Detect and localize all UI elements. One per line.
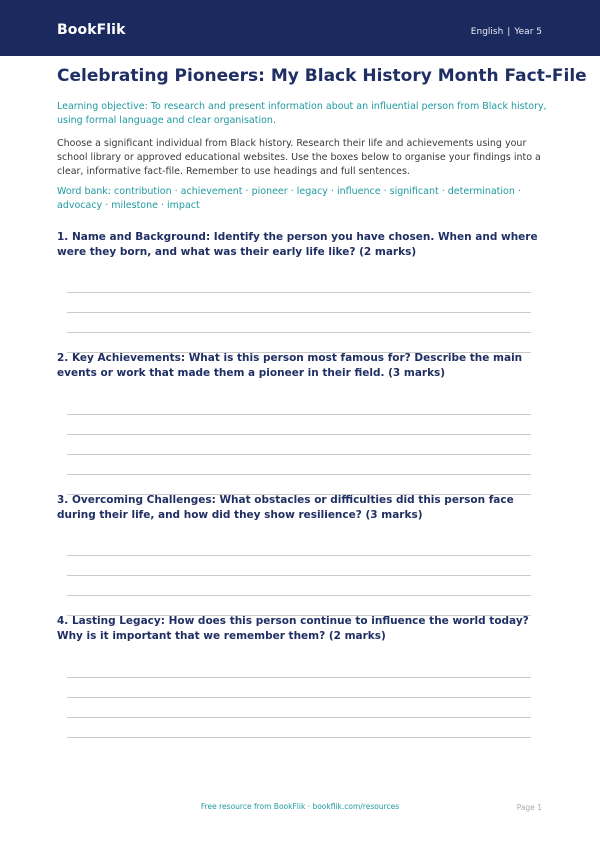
word-bank: Word bank: contribution · achievement · pioneer · legacy · influence · significant · determination · advocacy · milestone · impact xyxy=(57,186,521,211)
answer-line[interactable] xyxy=(67,434,531,435)
meta-separator: | xyxy=(507,27,511,37)
answer-line[interactable] xyxy=(67,697,531,698)
answer-line[interactable] xyxy=(67,454,531,455)
answer-line[interactable] xyxy=(67,677,531,678)
question-1: 1. Name and Background: Identify the person you have chosen. When and where were they born, and what was their early life like? (2 marks) xyxy=(57,231,538,258)
question-4: 4. Lasting Legacy: How does this person continue to influence the world today? Why is it important that we remember them? (2 marks) xyxy=(57,615,529,642)
page-header xyxy=(0,0,600,56)
answer-line[interactable] xyxy=(67,717,531,718)
subject-label: English xyxy=(470,27,504,37)
answer-line[interactable] xyxy=(67,312,531,313)
subject-year xyxy=(471,27,542,37)
year-label: Year 5 xyxy=(514,27,542,37)
question-3: 3. Overcoming Challenges: What obstacles or difficulties did this person face during their life, and how did they show resilience? (3 marks) xyxy=(57,494,514,521)
page-title: Celebrating Pioneers: My Black History Month Fact-File xyxy=(57,66,587,86)
answer-line[interactable] xyxy=(67,737,531,738)
answer-line[interactable] xyxy=(67,555,531,556)
answer-line[interactable] xyxy=(67,595,531,596)
page-number: Page 1 xyxy=(516,803,542,812)
answer-line[interactable] xyxy=(67,292,531,293)
answer-line[interactable] xyxy=(67,332,531,333)
answer-line[interactable] xyxy=(67,474,531,475)
answer-line[interactable] xyxy=(67,575,531,576)
answer-line[interactable] xyxy=(67,414,531,415)
brand-logo[interactable]: BookFlik xyxy=(57,22,126,38)
question-2: 2. Key Achievements: What is this person most famous for? Describe the main events or work that made them a pioneer in their field. (3 marks) xyxy=(57,352,523,379)
instructions: Choose a significant individual from Black history. Research their life and achievements using your school library or approved educational websites. Use the boxes below to organise your findings into a clear, informative fact-file. Remember to use headings and full sentences. xyxy=(57,138,541,177)
learning-objective: Learning objective: To research and present information about an influential person from Black history, using formal language and clear organisation. xyxy=(57,101,547,126)
footer-credit[interactable]: Free resource from BookFlik · bookflik.com/resources xyxy=(200,802,400,811)
